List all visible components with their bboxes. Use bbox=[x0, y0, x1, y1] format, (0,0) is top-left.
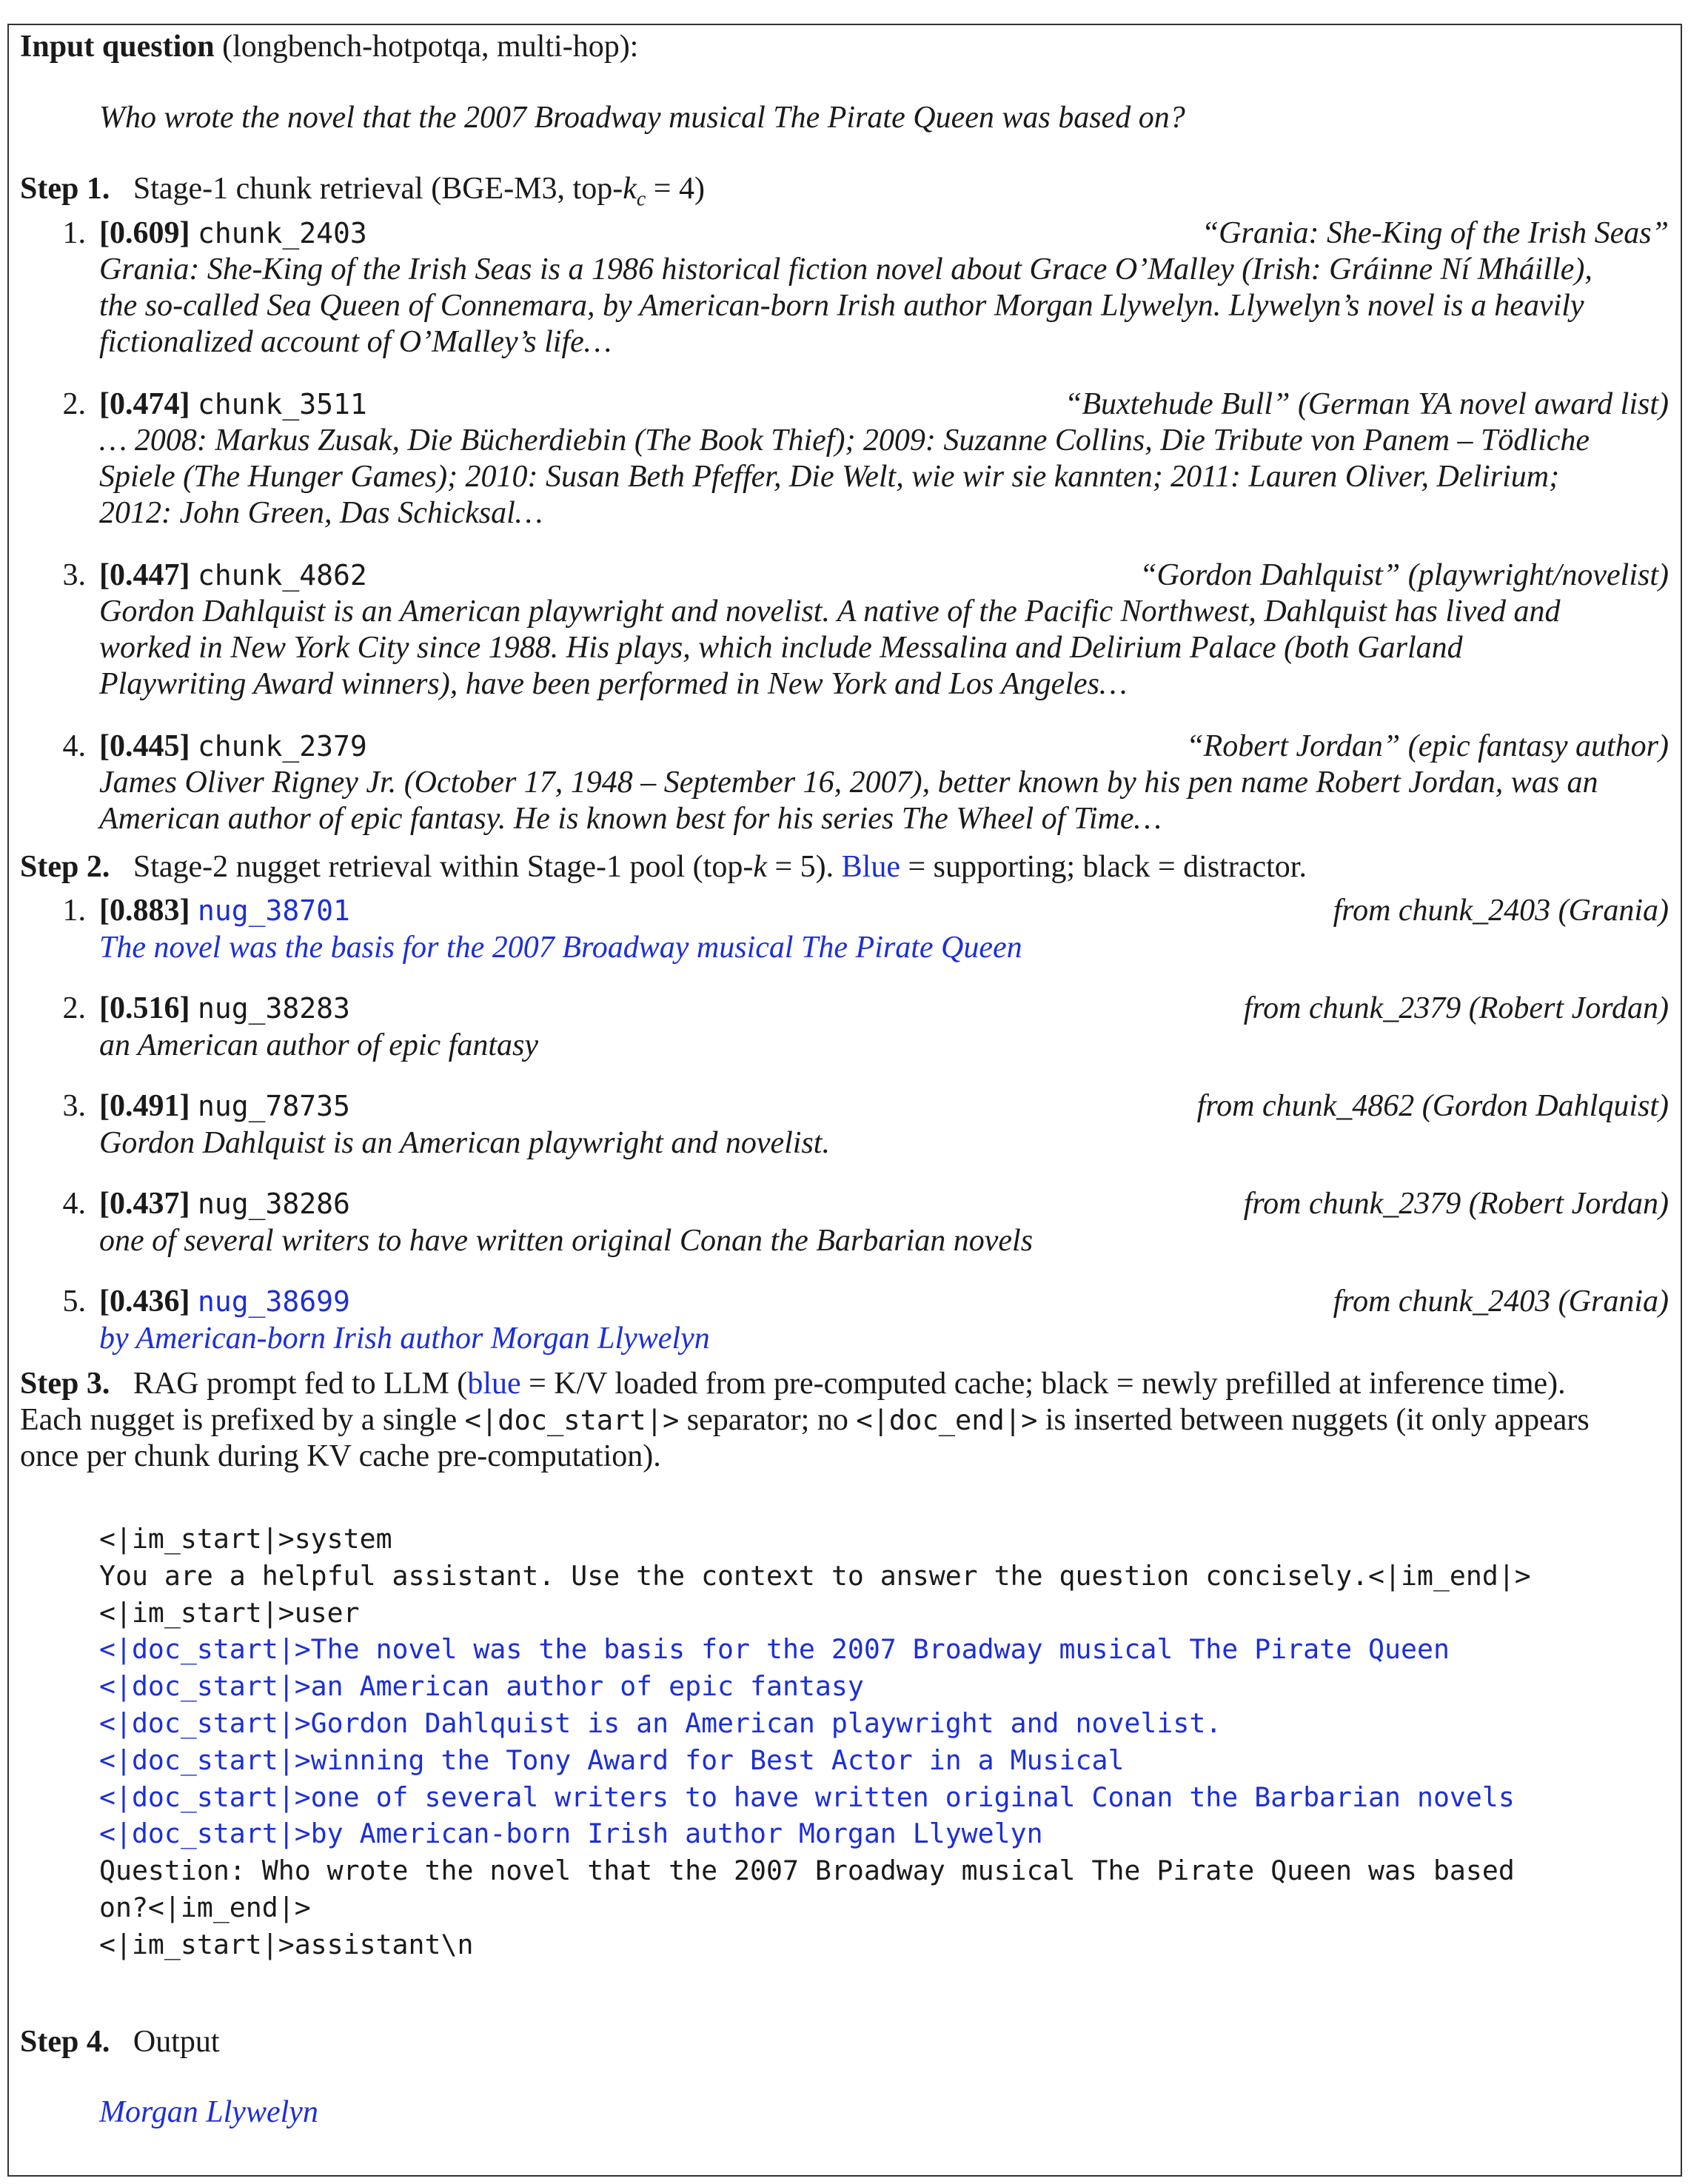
nugget-source: from chunk_2379 (Robert Jordan) bbox=[1243, 991, 1669, 1025]
step2-desc-suffix: = supporting; black = distractor. bbox=[900, 850, 1307, 884]
step1-label: Step 1. bbox=[20, 172, 110, 206]
nugget-text: one of several writers to have written original Conan the Barbarian novels bbox=[99, 1224, 1034, 1258]
input-label: Input question bbox=[20, 30, 215, 64]
step1-k-sub: c bbox=[636, 187, 646, 211]
prompt-line: on?<|im_end|> bbox=[99, 1892, 311, 1923]
prompt-line: <|im_start|>system bbox=[99, 1523, 392, 1555]
chunk-id: chunk_2403 bbox=[197, 217, 367, 249]
prompt-line: <|doc_start|>an American author of epic fantasy bbox=[99, 1670, 864, 1703]
nugget-score: [0.516] bbox=[99, 991, 190, 1025]
prompt-line: <|doc_start|>one of several writers to have written original Conan the Barbarian novels bbox=[99, 1781, 1515, 1813]
chunk-id: chunk_4862 bbox=[197, 559, 367, 592]
chunk-title: “Robert Jordan” (epic fantasy author) bbox=[1186, 729, 1669, 763]
chunk-text-line: James Oliver Rigney Jr. (October 17, 1948 – September 16, 2007), better known by his pen name Robert Jordan, was an bbox=[99, 766, 1598, 800]
nugget-score: [0.437] bbox=[99, 1187, 190, 1221]
step2-desc-blue: Blue bbox=[841, 850, 900, 884]
nugget-score-id bbox=[99, 1283, 350, 1320]
item-number: 3. bbox=[62, 1089, 86, 1123]
prompt-line: <|doc_start|>The novel was the basis for the 2007 Broadway musical The Pirate Queen bbox=[99, 1633, 1450, 1666]
nugget-source: from chunk_4862 (Gordon Dahlquist) bbox=[1196, 1089, 1669, 1123]
output-answer: Morgan Llywelyn bbox=[99, 2095, 318, 2129]
chunk-score: [0.447] bbox=[99, 558, 190, 592]
step3-line2 bbox=[20, 1401, 1590, 1439]
chunk-text-line: worked in New York City since 1988. His plays, which include Messalina and Delirium Palace (both Garland bbox=[99, 631, 1463, 665]
chunk-title: “Grania: She-King of the Irish Seas” bbox=[1201, 216, 1669, 250]
step2-header bbox=[20, 848, 1307, 885]
nugget-id: nug_38701 bbox=[197, 894, 350, 927]
step3-line1a: RAG prompt fed to LLM ( bbox=[133, 1367, 468, 1401]
step3-line1-blue: blue bbox=[467, 1367, 521, 1401]
input-source: (longbench-hotpotqa, multi-hop): bbox=[222, 30, 639, 64]
chunk-score: [0.474] bbox=[99, 387, 190, 421]
item-number: 3. bbox=[62, 558, 86, 592]
step1-header bbox=[20, 170, 705, 218]
step3-line2b: separator; no bbox=[679, 1403, 857, 1437]
chunk-text-line: Playwriting Award winners), have been performed in New York and Los Angeles… bbox=[99, 667, 1128, 701]
chunk-score: [0.609] bbox=[99, 216, 190, 250]
item-number: 1. bbox=[62, 894, 86, 928]
chunk-text-line: the so-called Sea Queen of Connemara, by American-born Irish author Morgan Llywelyn. Llywelyn’s novel is a heavily bbox=[99, 289, 1584, 323]
nugget-score-id bbox=[99, 1185, 350, 1222]
step3-header bbox=[20, 1365, 1566, 1402]
step2-desc-prefix: Stage-2 nugget retrieval within Stage-1 pool (top- bbox=[133, 850, 754, 884]
nugget-text: an American author of epic fantasy bbox=[99, 1028, 538, 1062]
nugget-score: [0.491] bbox=[99, 1089, 190, 1123]
doc-end-token: <|doc_end|> bbox=[856, 1404, 1038, 1436]
nugget-id: nug_38283 bbox=[197, 992, 350, 1025]
chunk-text-line: fictionalized account of O’Malley’s life… bbox=[99, 325, 612, 359]
chunk-text-line: 2012: John Green, Das Schicksal… bbox=[99, 496, 543, 530]
prompt-line: <|doc_start|>by American-born Irish author Morgan Llywelyn bbox=[99, 1818, 1043, 1850]
prompt-line: <|doc_start|>Gordon Dahlquist is an American playwright and novelist. bbox=[99, 1707, 1222, 1739]
nugget-id: nug_78735 bbox=[197, 1090, 350, 1122]
nugget-score: [0.883] bbox=[99, 894, 190, 928]
input-question: Who wrote the novel that the 2007 Broadway musical The Pirate Queen was based on? bbox=[99, 101, 1185, 135]
step2-desc-mid: = 5). bbox=[766, 850, 842, 884]
item-number: 2. bbox=[62, 387, 86, 421]
chunk-id: chunk_3511 bbox=[197, 388, 367, 421]
item-number: 2. bbox=[62, 991, 86, 1025]
prompt-line: Question: Who wrote the novel that the 2007 Broadway musical The Pirate Queen was based bbox=[99, 1855, 1515, 1887]
chunk-id: chunk_2379 bbox=[197, 730, 367, 763]
step4-label: Step 4. bbox=[20, 2025, 110, 2059]
step3-label: Step 3. bbox=[20, 1367, 110, 1401]
chunk-text-line: American author of epic fantasy. He is known best for his series The Wheel of Time… bbox=[99, 802, 1162, 836]
nugget-text: The novel was the basis for the 2007 Broadway musical The Pirate Queen bbox=[99, 931, 1022, 965]
prompt-line: <|im_start|>assistant\n bbox=[99, 1928, 474, 1960]
step4-desc: Output bbox=[133, 2025, 220, 2059]
nugget-score: [0.436] bbox=[99, 1284, 190, 1319]
step3-line1b: = K/V loaded from pre-computed cache; black = newly prefilled at inference time). bbox=[520, 1367, 1566, 1401]
item-number: 4. bbox=[62, 1187, 86, 1221]
prompt-line: You are a helpful assistant. Use the context to answer the question concisely.<|im_end|> bbox=[99, 1559, 1531, 1592]
step3-line2c: is inserted between nuggets (it only appears bbox=[1037, 1403, 1590, 1437]
nugget-source: from chunk_2403 (Grania) bbox=[1333, 1284, 1669, 1319]
item-number: 1. bbox=[62, 216, 86, 250]
step1-desc-prefix: Stage-1 chunk retrieval (BGE-M3, top- bbox=[133, 172, 623, 206]
nugget-score-id bbox=[99, 1088, 350, 1125]
chunk-score-id bbox=[99, 215, 367, 252]
item-number: 4. bbox=[62, 729, 86, 763]
chunk-score-id bbox=[99, 557, 367, 594]
doc-start-token: <|doc_start|> bbox=[464, 1404, 680, 1436]
step2-k: k bbox=[753, 850, 767, 884]
chunk-text-line: … 2008: Markus Zusak, Die Bücherdiebin (The Book Thief); 2009: Suzanne Collins, Die Tribute von Panem – Tödliche bbox=[99, 423, 1590, 458]
chunk-text-line: Spiele (The Hunger Games); 2010: Susan Beth Pfeffer, Die Welt, wie wir sie kannten; 2011: Lauren Oliver, Delirium; bbox=[99, 460, 1560, 494]
chunk-text-line: Gordon Dahlquist is an American playwright and novelist. A native of the Pacific Northwest, Dahlquist has lived and bbox=[99, 594, 1561, 629]
step1-k: k bbox=[623, 172, 637, 206]
nugget-text: by American-born Irish author Morgan Llywelyn bbox=[99, 1322, 710, 1356]
prompt-line: <|im_start|>user bbox=[99, 1596, 360, 1629]
chunk-title: “Gordon Dahlquist” (playwright/novelist) bbox=[1139, 558, 1669, 592]
nugget-score-id bbox=[99, 892, 350, 929]
chunk-title: “Buxtehude Bull” (German YA novel award list) bbox=[1064, 387, 1669, 421]
chunk-score: [0.445] bbox=[99, 729, 190, 763]
step1-desc-suffix: = 4) bbox=[646, 172, 705, 206]
nugget-source: from chunk_2379 (Robert Jordan) bbox=[1243, 1187, 1669, 1221]
nugget-score-id bbox=[99, 990, 350, 1027]
nugget-id: nug_38286 bbox=[197, 1188, 350, 1220]
step3-line2a: Each nugget is prefixed by a single bbox=[20, 1403, 465, 1437]
chunk-score-id bbox=[99, 728, 367, 765]
chunk-text-line: Grania: She-King of the Irish Seas is a 1986 historical fiction novel about Grace O’Malley (Irish: Gráinne Ní Mháille), bbox=[99, 252, 1592, 287]
input-header bbox=[20, 28, 638, 65]
nugget-text: Gordon Dahlquist is an American playwright and novelist. bbox=[99, 1126, 830, 1160]
nugget-source: from chunk_2403 (Grania) bbox=[1333, 894, 1669, 928]
step3-line3: once per chunk during KV cache pre-computation). bbox=[20, 1439, 661, 1473]
nugget-id: nug_38699 bbox=[197, 1285, 350, 1318]
step4-header bbox=[20, 2023, 220, 2060]
chunk-score-id bbox=[99, 386, 367, 423]
step2-label: Step 2. bbox=[20, 850, 110, 884]
prompt-line: <|doc_start|>winning the Tony Award for Best Actor in a Musical bbox=[99, 1743, 1125, 1776]
item-number: 5. bbox=[62, 1284, 86, 1319]
